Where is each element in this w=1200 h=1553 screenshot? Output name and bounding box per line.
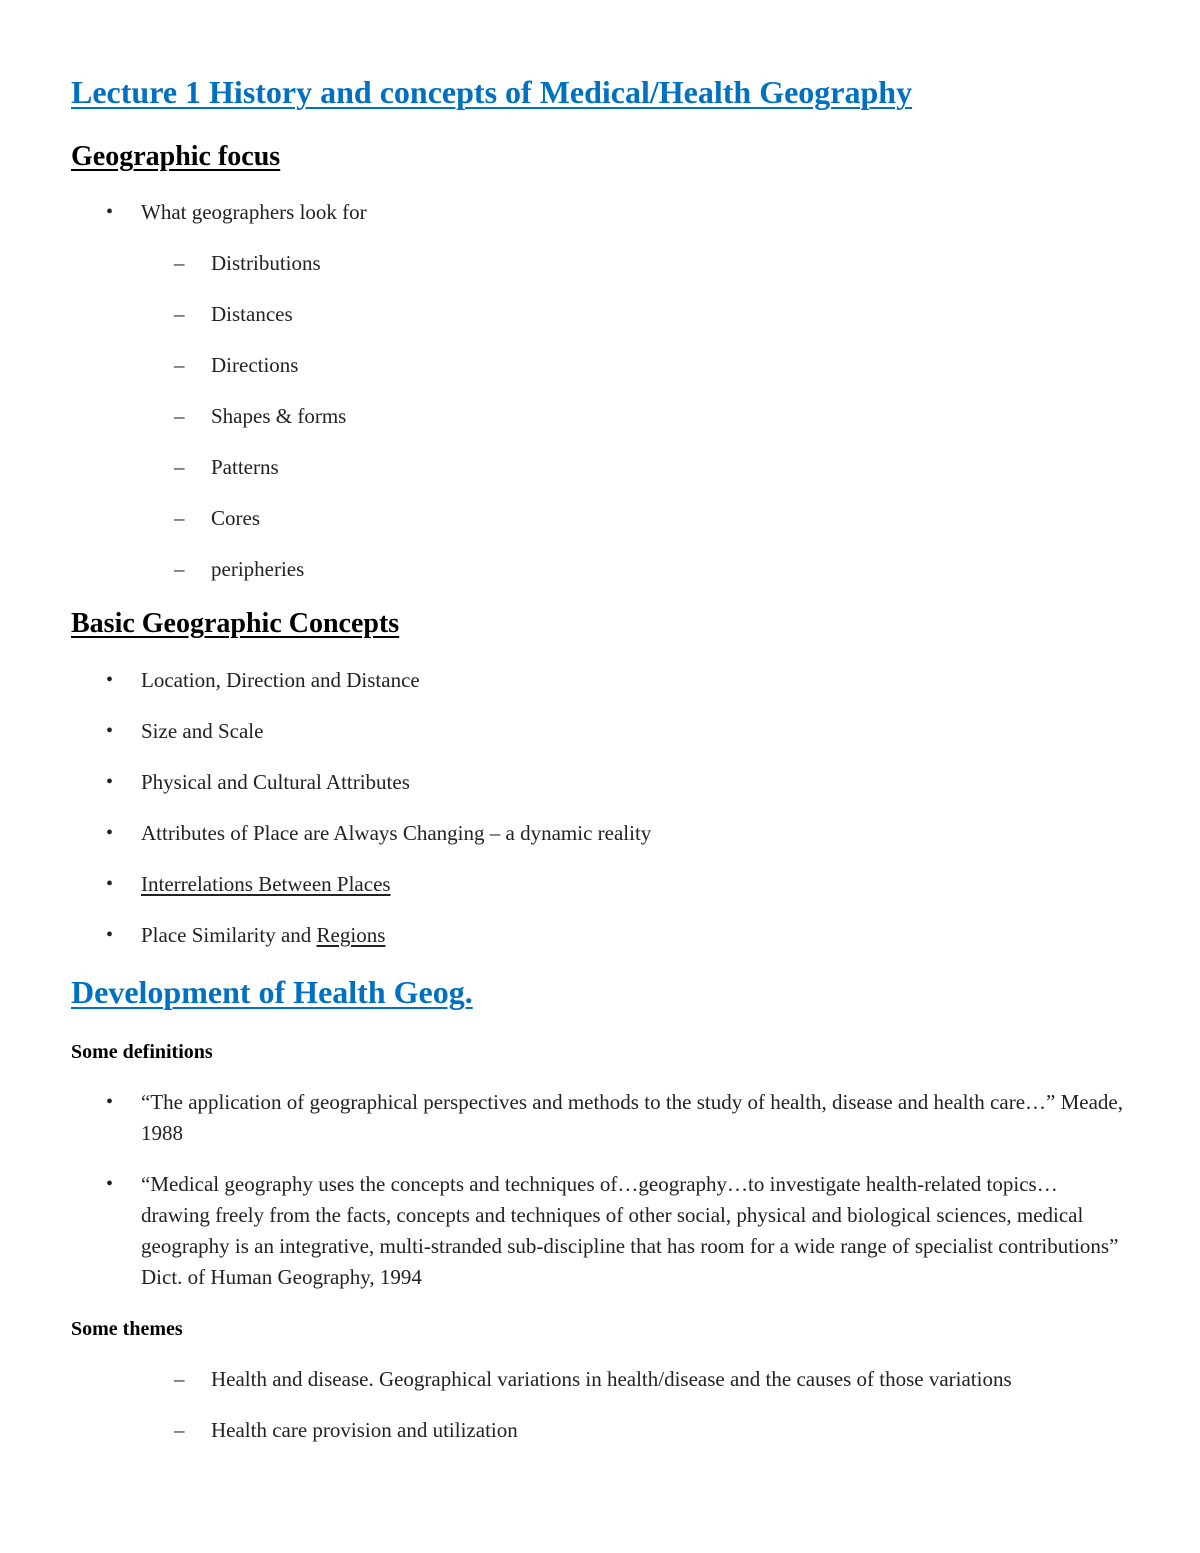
sub-list-item-text: Shapes & forms: [211, 404, 347, 428]
list-item: [106, 665, 1126, 696]
list-item: [106, 767, 1126, 798]
dash-icon: –: [174, 557, 185, 581]
sub-list-item: [174, 248, 1134, 279]
subheading-themes: Some themes: [71, 1318, 183, 1340]
bullet-icon: •: [106, 1173, 114, 1195]
interrelations-link[interactable]: Interrelations Between Places: [141, 872, 391, 896]
definition-text: “The application of geographical perspectives and methods to the study of health, disease and health care…” Meade, 1988: [141, 1090, 1123, 1145]
sub-list-item: [174, 503, 1134, 534]
sub-list-item: [174, 401, 1134, 432]
section-heading-development: Development of Health Geog.: [71, 974, 473, 1010]
subheading-definitions: Some definitions: [71, 1041, 213, 1063]
list-item: [106, 1087, 1126, 1149]
dash-icon: –: [174, 455, 185, 479]
section-heading-geographic-focus: Geographic focus: [71, 141, 281, 172]
bullet-icon: •: [106, 924, 114, 946]
sub-list-item: [174, 299, 1134, 330]
sub-list-item: [174, 554, 1134, 585]
sub-list-item: [174, 1364, 1134, 1395]
dash-icon: –: [174, 506, 185, 530]
sub-list-item-text: Health and disease. Geographical variations in health/disease and the causes of those variations: [211, 1367, 1012, 1391]
list-item: [106, 818, 1126, 849]
definition-text: “Medical geography uses the concepts and techniques of…geography…to investigate health-related topics…drawing freely from the facts, concepts and techniques of other social, physical and biological sciences, medical geography is an integrative, multi-stranded sub-discipline that has room for a wide range of specialist contributions” Dict. of Human Geography, 1994: [141, 1172, 1119, 1289]
list-item: [106, 197, 1126, 228]
list-item: [106, 869, 1126, 900]
bullet-icon: •: [106, 771, 114, 793]
list-item-prefix: Place Similarity and: [141, 923, 317, 947]
sub-list-item-text: Patterns: [211, 455, 279, 479]
list-item-text: What geographers look for: [141, 200, 367, 224]
list-item-text: Size and Scale: [141, 719, 264, 743]
bullet-icon: •: [106, 720, 114, 742]
list-item-text: Attributes of Place are Always Changing – a dynamic reality: [141, 821, 652, 845]
list-item: [106, 1169, 1126, 1293]
section-heading-basic-concepts: Basic Geographic Concepts: [71, 608, 400, 639]
sub-list-item-text: Distributions: [211, 251, 321, 275]
regions-link[interactable]: Regions: [316, 923, 386, 947]
sub-list-item: [174, 1415, 1134, 1446]
dash-icon: –: [174, 1367, 185, 1391]
bullet-icon: •: [106, 1091, 114, 1113]
dash-icon: –: [174, 302, 185, 326]
list-item-text: Location, Direction and Distance: [141, 668, 420, 692]
list-item-text: [141, 920, 1126, 951]
sub-list-item: [174, 350, 1134, 381]
bullet-icon: •: [106, 822, 114, 844]
list-item: [106, 716, 1126, 747]
sub-list-item-text: Health care provision and utilization: [211, 1418, 518, 1442]
dash-icon: –: [174, 404, 185, 428]
bullet-icon: •: [106, 669, 114, 691]
dash-icon: –: [174, 1418, 185, 1442]
bullet-icon: •: [106, 201, 114, 223]
bullet-icon: •: [106, 873, 114, 895]
sub-list-item: [174, 452, 1134, 483]
sub-list-item-text: Directions: [211, 353, 299, 377]
dash-icon: –: [174, 251, 185, 275]
sub-list-item-text: Distances: [211, 302, 293, 326]
list-item: [106, 920, 1126, 951]
sub-list-item-text: Cores: [211, 506, 260, 530]
page-title: Lecture 1 History and concepts of Medical/Health Geography: [71, 74, 913, 110]
sub-list-item-text: peripheries: [211, 557, 305, 581]
list-item-text: Physical and Cultural Attributes: [141, 770, 410, 794]
dash-icon: –: [174, 353, 185, 377]
